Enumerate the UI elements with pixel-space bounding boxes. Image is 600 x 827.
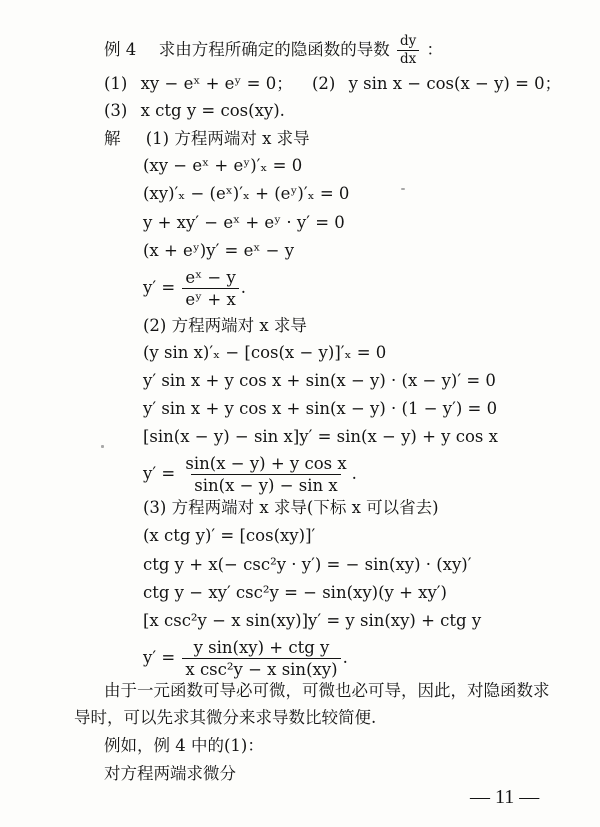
differential-text: 对方程两端求微分 xyxy=(104,764,236,783)
part3-result-fraction xyxy=(182,638,340,679)
part1-result-period: . xyxy=(240,278,247,297)
part1-result xyxy=(143,268,246,309)
problem-line-1 xyxy=(104,73,561,95)
example-colon: ： xyxy=(426,40,444,59)
problem-2-equation: y sin x − cos(x − y) = 0； xyxy=(348,74,562,93)
part3-step: [x csc²y − x sin(xy)]y′ = y sin(xy) + ctg y xyxy=(143,611,482,630)
example-text: 求由方程所确定的隐函数的导数 xyxy=(158,40,390,59)
part2-denominator: sin(x − y) − sin x xyxy=(191,474,340,495)
part2-step: y′ sin x + y cos x + sin(x − y) · (x − y)′ = 0 xyxy=(143,371,496,390)
part1-result-fraction xyxy=(182,268,238,309)
part3-result xyxy=(143,638,348,679)
part3-result-lhs: y′ = xyxy=(143,648,176,667)
part2-numerator: sin(x − y) + y cos x xyxy=(185,454,347,473)
scan-speck xyxy=(101,445,104,448)
part1-heading: (1) 方程两端对 x 求导 xyxy=(145,129,310,148)
part1-step: (x + eʸ)y′ = eˣ − y xyxy=(143,241,295,260)
part2-step: y′ sin x + y cos x + sin(x − y) · (1 − y′) = 0 xyxy=(143,399,498,418)
derivative-denominator: dx xyxy=(397,50,419,67)
part2-result-period: . xyxy=(351,464,357,483)
paragraph-line-1: 由于一元函数可导必可微，可微也必可导，因此，对隐函数求 xyxy=(104,681,550,700)
part2-result-lhs: y′ = xyxy=(143,464,176,483)
page-number: — 11 — xyxy=(470,786,540,808)
part3-denominator: x csc²y − x sin(xy) xyxy=(182,658,340,679)
part1-step: (xy − eˣ + eʸ)′ₓ = 0 xyxy=(143,156,303,175)
part3-step: (x ctg y)′ = [cos(xy)]′ xyxy=(143,526,316,545)
solution-part1-heading xyxy=(104,128,310,150)
part2-heading: (2) 方程两端对 x 求导 xyxy=(143,316,307,335)
solution-label: 解 xyxy=(104,129,121,148)
example-label: 例 4 xyxy=(104,40,137,59)
part2-step: [sin(x − y) − sin x]y′ = sin(x − y) + y cos x xyxy=(143,427,498,446)
problem-3-label: (3) xyxy=(104,101,128,120)
part3-result-period: . xyxy=(342,648,348,667)
part1-numerator: eˣ − y xyxy=(185,268,236,287)
derivative-fraction xyxy=(397,34,419,67)
example-heading xyxy=(104,34,443,67)
problem-line-2 xyxy=(104,100,285,122)
problem-1-label: (1) xyxy=(104,74,128,93)
part3-step: ctg y + x(− csc²y · y′) = − sin(xy) · (xy)′ xyxy=(143,555,472,574)
part2-step: (y sin x)′ₓ − [cos(x − y)]′ₓ = 0 xyxy=(143,343,387,362)
part3-step: ctg y − xy′ csc²y = − sin(xy)(y + xy′) xyxy=(143,583,447,602)
problem-2-label: (2) xyxy=(311,74,336,93)
part3-numerator: y sin(xy) + ctg y xyxy=(193,638,330,657)
example-reference: 例如，例 4 中的(1)： xyxy=(104,736,264,755)
problem-1-equation: xy − eˣ + eʸ = 0； xyxy=(140,74,293,93)
problem-3-equation: x ctg y = cos(xy). xyxy=(140,101,285,120)
part1-result-lhs: y′ = xyxy=(143,278,176,297)
part1-step: y + xy′ − eˣ + eʸ · y′ = 0 xyxy=(143,213,345,232)
paragraph-line-2: 导时，可以先求其微分来求导数比较简便. xyxy=(74,708,377,727)
part3-heading: (3) 方程两端对 x 求导(下标 x 可以省去) xyxy=(143,498,439,517)
part2-result-fraction xyxy=(182,454,349,495)
part2-result xyxy=(143,454,357,495)
part1-step: (xy)′ₓ − (eˣ)′ₓ + (eʸ)′ₓ = 0 xyxy=(143,184,350,203)
derivative-numerator: dy xyxy=(400,33,417,49)
part1-denominator: eʸ + x xyxy=(182,288,238,309)
scan-speck xyxy=(401,188,405,190)
